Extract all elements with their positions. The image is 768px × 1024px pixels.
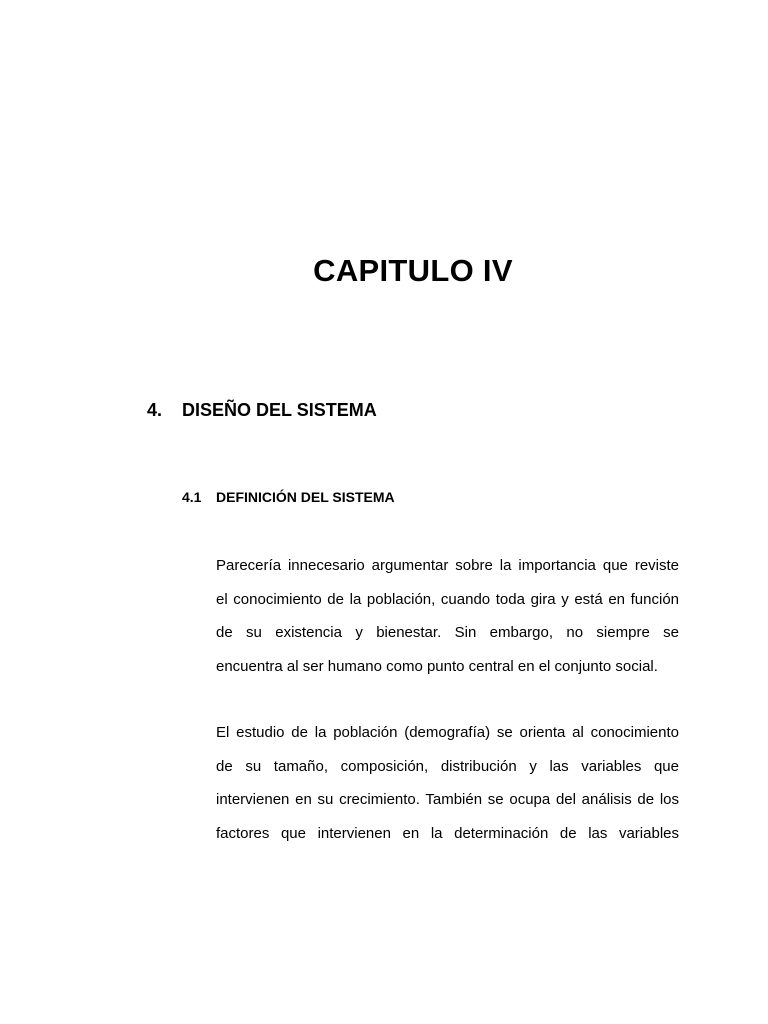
chapter-title: CAPITULO IV xyxy=(313,253,513,288)
paragraph-2 xyxy=(216,723,679,857)
section-heading xyxy=(147,400,377,421)
paragraph-line: factores que intervienen en la determinación de las variables xyxy=(216,824,679,842)
subsection-heading xyxy=(182,489,395,505)
paragraph-line: El estudio de la población (demografía) se orienta al conocimiento xyxy=(216,724,679,741)
subsection-number: 4.1 xyxy=(182,489,202,505)
paragraph-line: Parecería innecesario argumentar sobre la importancia que reviste xyxy=(216,557,679,574)
paragraph-line: encuentra al ser humano como punto central en el conjunto social. xyxy=(216,657,658,675)
paragraph-line: intervienen en su crecimiento. También se ocupa del análisis de los xyxy=(216,791,679,809)
paragraph-1 xyxy=(216,556,679,690)
subsection-title: DEFINICIÓN DEL SISTEMA xyxy=(216,489,395,505)
paragraph-line: de su existencia y bienestar. Sin embargo, no siempre se xyxy=(216,624,679,642)
section-title: DISEÑO DEL SISTEMA xyxy=(182,400,377,420)
paragraph-line: el conocimiento de la población, cuando toda gira y está en función xyxy=(216,590,679,608)
section-number: 4. xyxy=(147,400,163,420)
paragraph-line: de su tamaño, composición, distribución y las variables que xyxy=(216,757,679,775)
